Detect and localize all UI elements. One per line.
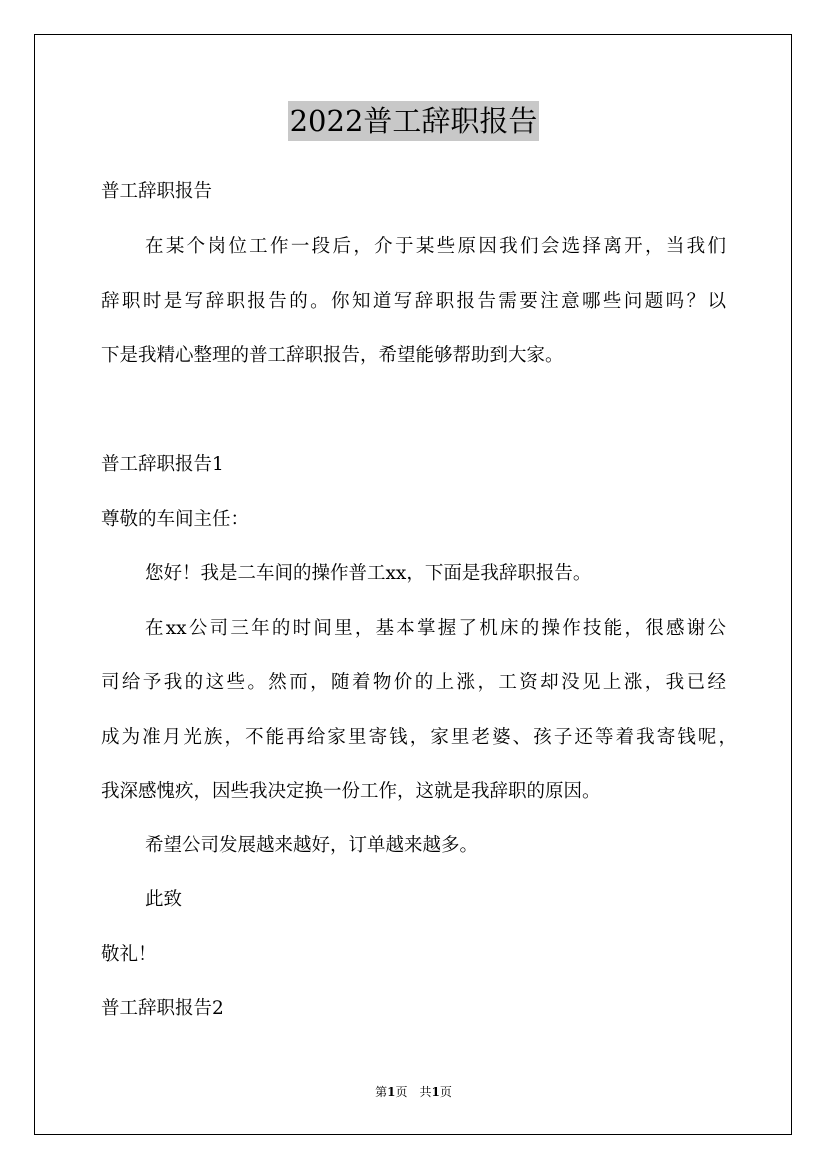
closing-line-2: 敬礼！ — [101, 944, 157, 965]
body-line-1: 在xx公司三年的时间里，基本掌握了机床的操作技能，很感谢公 — [145, 618, 726, 639]
intro-heading: 普工辞职报告 — [101, 181, 213, 202]
footer-suffix: 页 — [439, 1085, 452, 1099]
document-title: 2022普工辞职报告 — [288, 101, 540, 141]
section2-heading: 普工辞职报告2 — [101, 998, 224, 1019]
title-container — [0, 101, 827, 141]
footer-prefix: 第 — [375, 1085, 388, 1099]
intro-line-3: 下是我精心整理的普工辞职报告，希望能够帮助到大家。 — [101, 345, 564, 366]
greeting: 您好！我是二车间的操作普工xx，下面是我辞职报告。 — [145, 563, 592, 584]
section1-heading: 普工辞职报告1 — [101, 454, 224, 475]
salutation: 尊敬的车间主任： — [101, 509, 250, 530]
body-line-2: 司给予我的这些。然而，随着物价的上涨，工资却没见上涨，我已经 — [101, 672, 726, 693]
wish-line: 希望公司发展越来越好，订单越来越多。 — [145, 835, 479, 856]
footer-page-number: 1 — [387, 1085, 396, 1099]
closing-line-1: 此致 — [145, 889, 183, 910]
body-line-4: 我深感愧疚，因些我决定换一份工作，这就是我辞职的原因。 — [101, 781, 601, 802]
footer-page-total: 1 — [431, 1085, 440, 1099]
body-line-3: 成为准月光族，不能再给家里寄钱，家里老婆、孩子还等着我寄钱呢， — [101, 727, 737, 748]
intro-line-2: 辞职时是写辞职报告的。你知道写辞职报告需要注意哪些问题吗？以 — [101, 291, 726, 312]
intro-line-1: 在某个岗位工作一段后，介于某些原因我们会选择离开，当我们 — [145, 236, 726, 257]
footer-mid: 页 共 — [395, 1085, 432, 1099]
page-footer — [0, 1084, 827, 1100]
